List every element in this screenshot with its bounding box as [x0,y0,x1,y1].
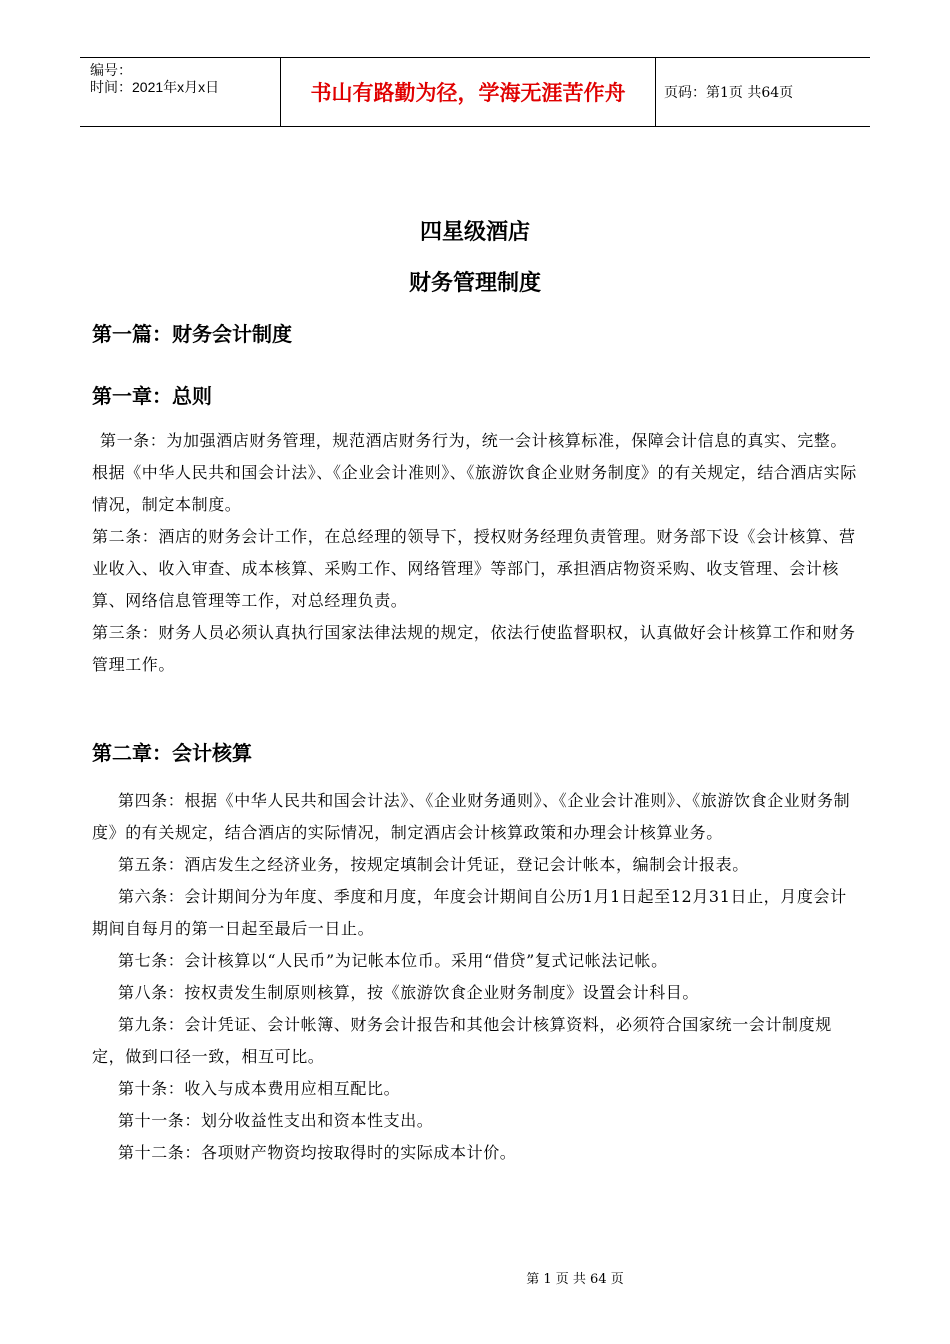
article-2: 第二条：酒店的财务会计工作，在总经理的领导下，授权财务经理负责管理。财务部下设《会计核算、营业收入、收入审查、成本核算、采购工作、网络管理》等部门，承担酒店物资采购、收支管理、会计核算、网络信息管理等工作，对总经理负责。 [92,527,856,610]
document-number-label: 编号： [90,62,132,78]
header-motto: 书山有路勤为径，学海无涯苦作舟 [280,58,656,126]
article-3: 第三条：财务人员必须认真执行国家法律法规的规定，依法行使监督职权，认真做好会计核算工作和财务管理工作。 [92,623,856,674]
document-subtitle: 财务管理制度 [408,270,541,296]
document-header [80,57,870,127]
document-time-label: 时间：2021年x月x日 [90,79,220,95]
article-4: 第四条：根据《中华人民共和国会计法》、《企业财务通则》、《企业会计准则》、《旅游饮食企业财务制度》的有关规定，结合酒店的实际情况，制定酒店会计核算政策和办理会计核算业务。 [92,791,851,842]
header-page-number: 页码：第1页 共64页 [664,85,794,101]
part-heading: 第一篇：财务会计制度 [92,322,292,346]
header-meta [80,58,280,126]
chapter-heading-1: 第一章：总则 [92,384,212,408]
article-1: 第一条：为加强酒店财务管理，规范酒店财务行为，统一会计核算标准，保障会计信息的真实、完整。根据《中华人民共和国会计法》、《企业会计准则》、《旅游饮食企业财务制度》的有关规定，结合酒店实际情况，制定本制度。 [92,431,857,514]
article-12: 第十二条：各项财产物资均按取得时的实际成本计价。 [118,1143,517,1162]
chapter-2-body [92,785,862,1169]
document-title: 四星级酒店 [419,219,530,245]
article-11: 第十一条：划分收益性支出和资本性支出。 [118,1111,434,1130]
article-6: 第六条：会计期间分为年度、季度和月度，年度会计期间自公历1月1日起至12月31日止，月度会计期间自每月的第一日起至最后一日止。 [92,887,847,938]
article-8: 第八条：按权责发生制原则核算，按《旅游饮食企业财务制度》设置会计科目。 [118,983,700,1002]
chapter-heading-2: 第二章：会计核算 [92,741,252,765]
page-footer: 第 1 页 共 64 页 [526,1272,624,1287]
article-9: 第九条：会计凭证、会计帐簿、财务会计报告和其他会计核算资料，必须符合国家统一会计制度规定，做到口径一致，相互可比。 [92,1015,832,1066]
article-10: 第十条：收入与成本费用应相互配比。 [118,1079,401,1098]
article-7: 第七条：会计核算以“人民币”为记帐本位币。采用“借贷”复式记帐法记帐。 [118,951,668,970]
article-5: 第五条：酒店发生之经济业务，按规定填制会计凭证，登记会计帐本，编制会计报表。 [118,855,749,874]
chapter-1-body [92,425,862,681]
